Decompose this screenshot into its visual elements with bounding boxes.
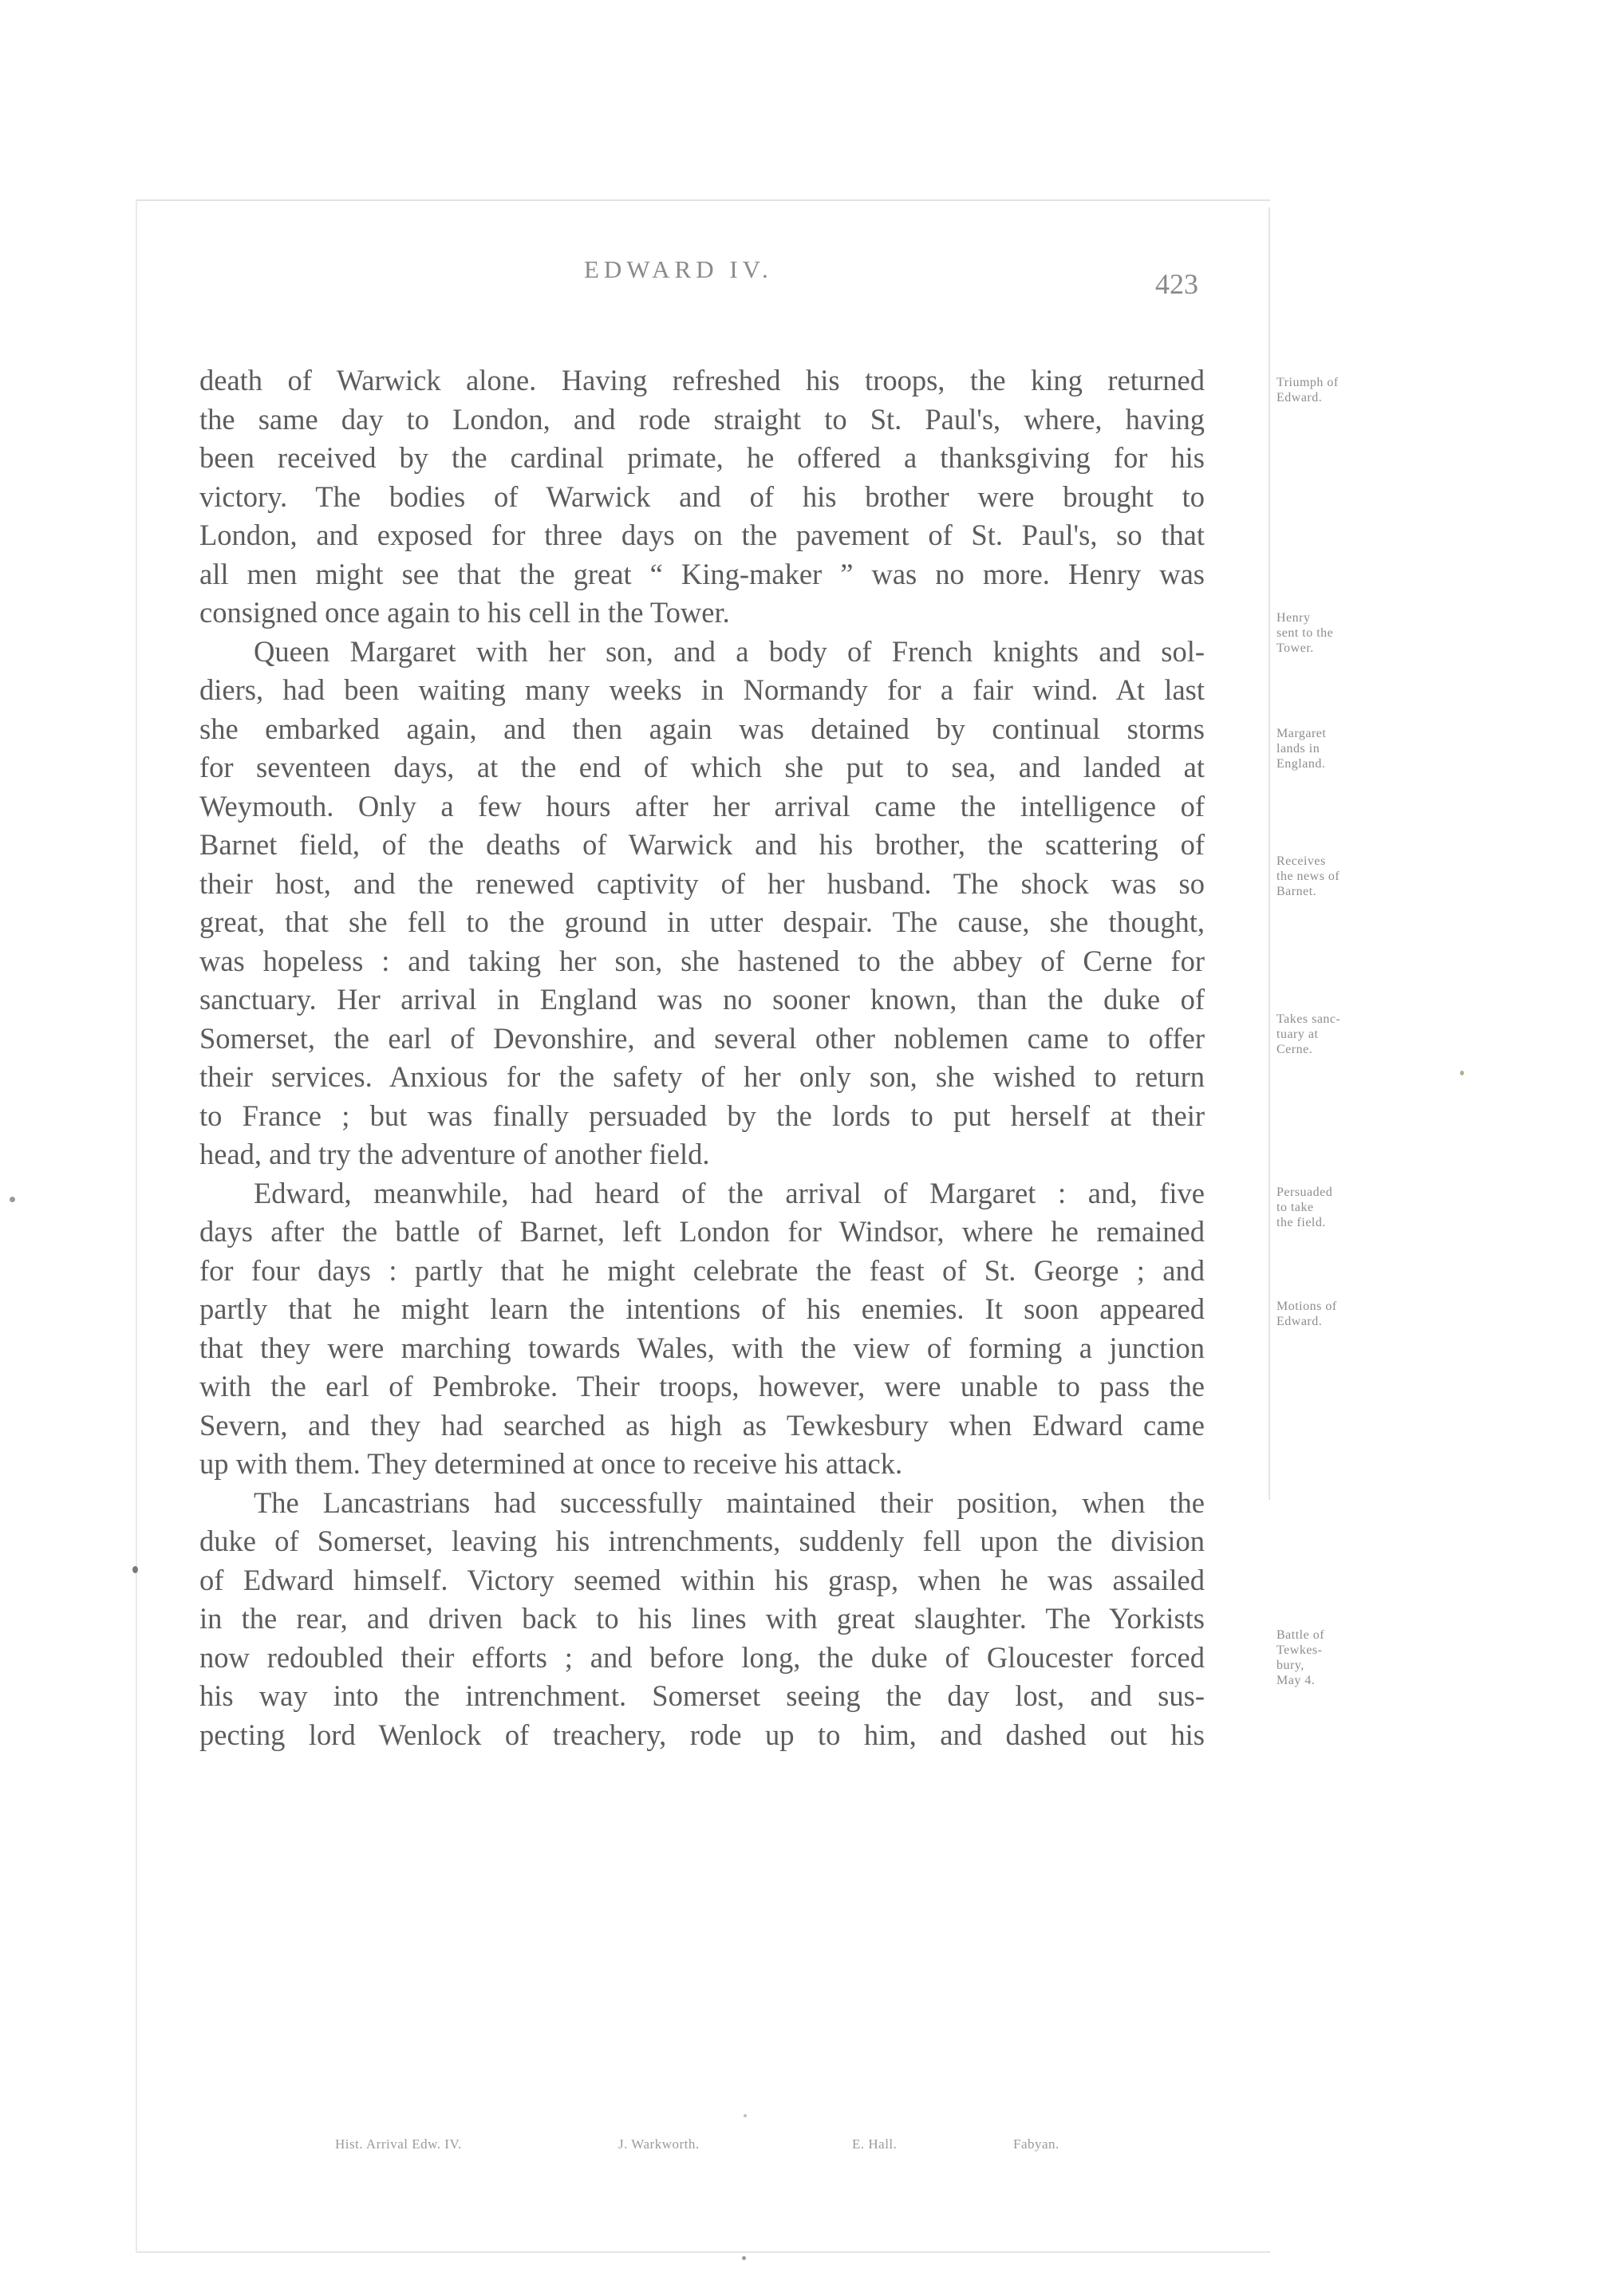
body-line: their services. Anxious for the safety of her only son, she wished to return	[199, 1060, 1205, 1093]
print-speck	[1460, 1071, 1464, 1075]
margin-note-line: Edward.	[1276, 1315, 1323, 1328]
body-line: of Edward himself. Victory seemed within his grasp, when he was assailed	[199, 1563, 1205, 1596]
footnote-source: Fabyan.	[1013, 2136, 1059, 2152]
body-line: was hopeless : and taking her son, she hastened to the abbey of Cerne for	[199, 944, 1205, 977]
margin-note-line: Edward.	[1276, 391, 1323, 404]
margin-note-line: Triumph of	[1276, 376, 1339, 389]
margin-note-line: Henry	[1276, 611, 1311, 625]
margin-note-line: Motions of	[1276, 1300, 1337, 1313]
body-line: up with them. They determined at once to receive his attack.	[199, 1447, 903, 1480]
body-line: she embarked again, and then again was detained by continual storms	[199, 712, 1205, 745]
body-line: partly that he might learn the intentions of his enemies. It soon appeared	[199, 1292, 1205, 1325]
margin-note-line: Receives	[1276, 854, 1326, 868]
body-line: that they were marching towards Wales, with the view of forming a junction	[199, 1331, 1205, 1364]
margin-note-line: May 4.	[1276, 1674, 1316, 1687]
body-line: Somerset, the earl of Devonshire, and several other noblemen came to offer	[199, 1021, 1205, 1055]
body-line: Edward, meanwhile, had heard of the arrival of Margaret : and, five	[254, 1176, 1205, 1209]
body-line: Weymouth. Only a few hours after her arrival came the intelligence of	[199, 789, 1205, 823]
margin-note	[1276, 375, 1420, 405]
margin-note-line: Tower.	[1276, 641, 1314, 655]
margin-rule	[1269, 207, 1270, 1500]
body-line: The Lancastrians had successfully maintained their position, when the	[254, 1485, 1205, 1519]
margin-note-line: Margaret	[1276, 727, 1327, 740]
body-line: duke of Somerset, leaving his intrenchments, suddenly fell upon the division	[199, 1525, 1205, 1557]
margin-note-line: Cerne.	[1276, 1043, 1313, 1056]
margin-note-line: to take	[1276, 1201, 1314, 1214]
body-line: consigned once again to his cell in the Tower.	[199, 596, 730, 629]
page-number: 423	[1155, 268, 1198, 300]
margin-note	[1276, 1627, 1420, 1688]
margin-note-line: England.	[1276, 757, 1326, 771]
body-line: Severn, and they had searched as high as Tewkesbury when Edward came	[199, 1408, 1205, 1442]
body-line: diers, had been waiting many weeks in Normandy for a fair wind. At last	[199, 673, 1205, 706]
margin-note	[1276, 1299, 1420, 1329]
body-line: sanctuary. Her arrival in England was no sooner known, than the duke of	[199, 983, 1205, 1016]
margin-note	[1276, 1012, 1420, 1057]
footnote-source: E. Hall.	[852, 2136, 898, 2152]
margin-note	[1276, 854, 1420, 899]
body-line: victory. The bodies of Warwick and of his brother were brought to	[199, 479, 1205, 513]
running-title: EDWARD IV.	[584, 255, 773, 283]
body-text	[199, 361, 1205, 1754]
body-line: great, that she fell to the ground in utter despair. The cause, she thought,	[199, 905, 1205, 938]
margin-note	[1276, 1185, 1420, 1230]
body-line: now redoubled their efforts ; and before long, the duke of Gloucester forced	[199, 1640, 1205, 1674]
body-line: London, and exposed for three days on the pavement of St. Paul's, so that	[199, 519, 1205, 551]
margin-note-line: Tewkes-	[1276, 1643, 1323, 1657]
body-line: been received by the cardinal primate, he offered a thanksgiving for his	[199, 441, 1205, 474]
margin-note-line: the news of	[1276, 870, 1340, 883]
print-speck	[742, 2256, 746, 2260]
body-line: head, and try the adventure of another field.	[199, 1138, 710, 1170]
margin-note	[1276, 610, 1420, 656]
margin-note	[1276, 726, 1420, 771]
body-line: for four days : partly that he might celebrate the feast of St. George ; and	[199, 1253, 1205, 1287]
body-line: death of Warwick alone. Having refreshed his troops, the king returned	[199, 364, 1205, 396]
body-line: his way into the intrenchment. Somerset seeing the day lost, and sus-	[199, 1679, 1205, 1712]
margin-note-line: lands in	[1276, 742, 1320, 755]
body-line: days after the battle of Barnet, left London for Windsor, where he remained	[199, 1215, 1205, 1248]
margin-note-line: bury,	[1276, 1659, 1304, 1672]
body-line: the same day to London, and rode straight to St. Paul's, where, having	[199, 402, 1205, 436]
margin-note-line: tuary at	[1276, 1028, 1319, 1041]
body-line: Queen Margaret with her son, and a body of French knights and sol-	[254, 634, 1205, 668]
margin-note-line: Takes sanc-	[1276, 1012, 1341, 1026]
body-line: in the rear, and driven back to his lines with great slaughter. The Yorkists	[199, 1602, 1205, 1635]
body-line: pecting lord Wenlock of treachery, rode up to him, and dashed out his	[199, 1718, 1205, 1751]
print-speck	[10, 1197, 15, 1202]
body-line: Barnet field, of the deaths of Warwick and his brother, the scattering of	[199, 828, 1205, 861]
body-line: their host, and the renewed captivity of her husband. The shock was so	[199, 866, 1205, 900]
margin-note-line: Persuaded	[1276, 1185, 1333, 1199]
margin-note-line: the field.	[1276, 1216, 1326, 1229]
footnote-source: J. Warkworth.	[618, 2136, 700, 2152]
body-line: all men might see that the great “ King-maker ” was no more. Henry was	[199, 557, 1205, 590]
body-line: with the earl of Pembroke. Their troops, however, were unable to pass the	[199, 1370, 1205, 1402]
margin-note-line: Battle of	[1276, 1628, 1325, 1642]
margin-note-line: Barnet.	[1276, 885, 1317, 898]
body-line: for seventeen days, at the end of which she put to sea, and landed at	[199, 751, 1205, 783]
body-line: to France ; but was finally persuaded by the lords to put herself at their	[199, 1099, 1205, 1132]
print-speck	[132, 1566, 138, 1573]
footnote-source: Hist. Arrival Edw. IV.	[335, 2136, 462, 2152]
margin-note-line: sent to the	[1276, 626, 1334, 640]
print-speck	[744, 2114, 747, 2117]
